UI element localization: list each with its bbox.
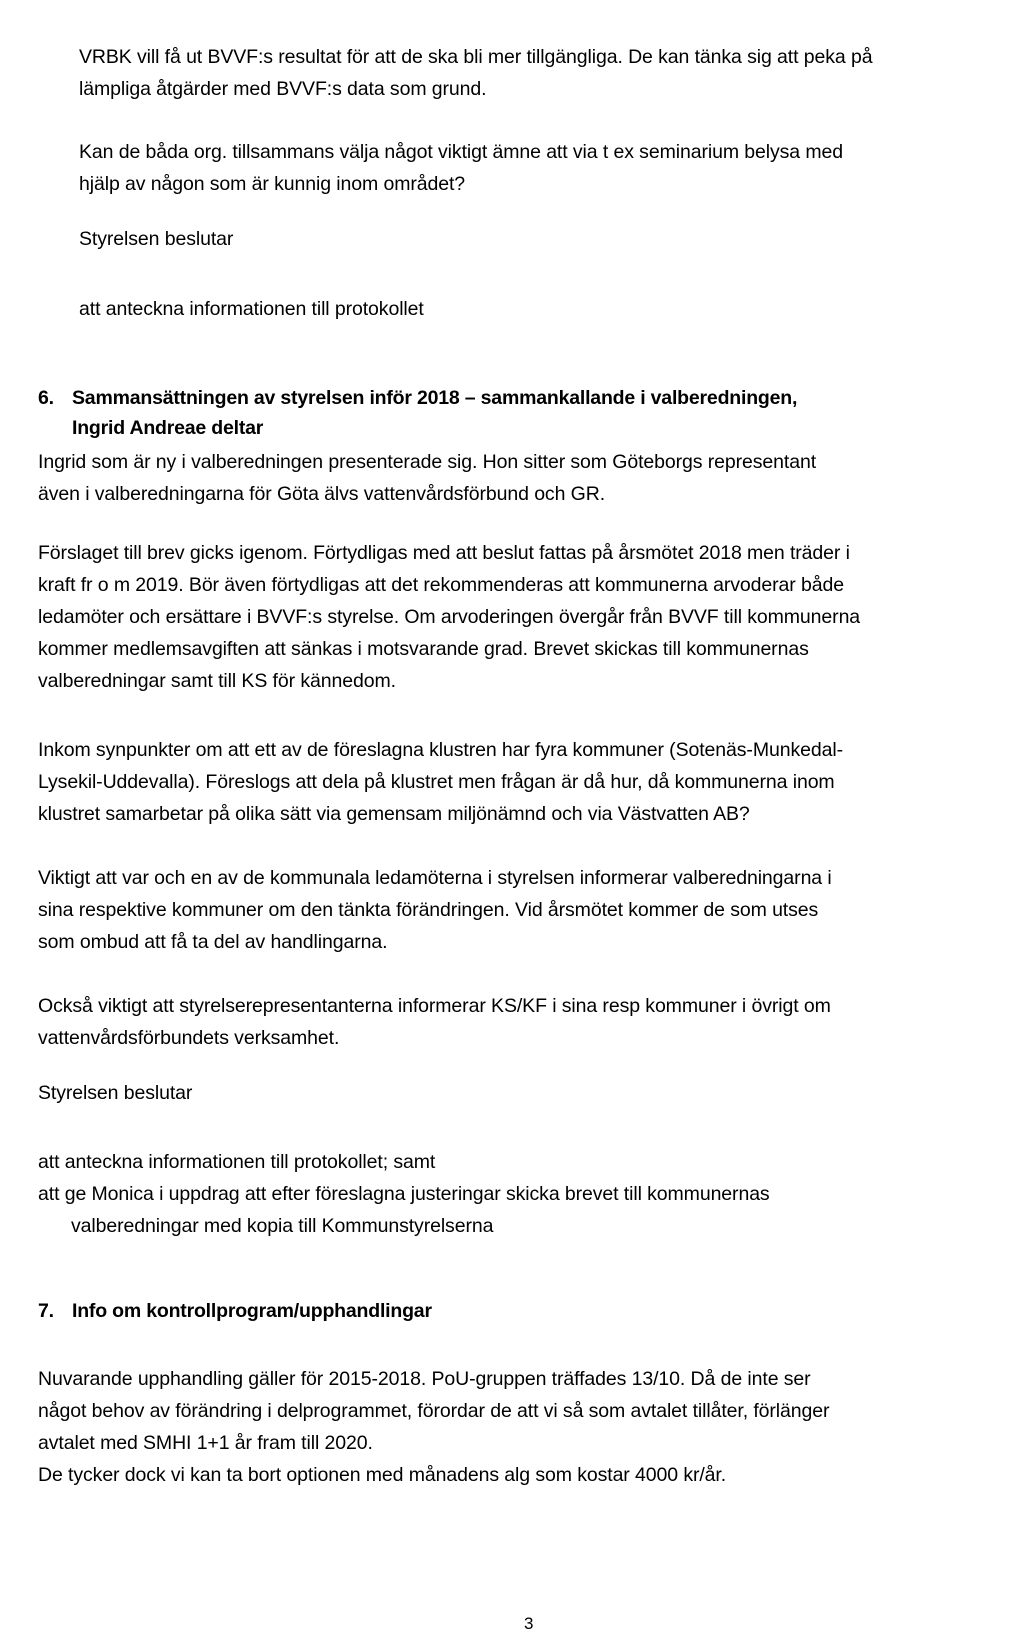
section-7-heading bbox=[38, 1296, 432, 1326]
text-line: Lysekil-Uddevalla). Föreslogs att dela på klustret men frågan är då hur, då kommunerna inom bbox=[38, 771, 835, 793]
section-title: Info om kontrollprogram/upphandlingar bbox=[72, 1300, 432, 1322]
text-line: ledamöter och ersättare i BVVF:s styrelse. Om arvoderingen övergår från BVVF till kommunerna bbox=[38, 606, 861, 628]
text-line: avtalet med SMHI 1+1 år fram till 2020. bbox=[38, 1432, 373, 1454]
resolutions bbox=[38, 1146, 770, 1242]
decision-label: Styrelsen beslutar bbox=[38, 1082, 193, 1104]
text-line: lämpliga åtgärder med BVVF:s data som grund. bbox=[79, 78, 487, 100]
resolution-2-continued: valberedningar med kopia till Kommunstyrelserna bbox=[71, 1215, 494, 1237]
text-line: något behov av förändring i delprogrammet, förordar de att vi så som avtalet tillåter, förlänger bbox=[38, 1400, 830, 1422]
section-6-paragraph-2 bbox=[38, 537, 860, 697]
section-6-paragraph-5 bbox=[38, 990, 831, 1054]
text-line: sina respektive kommuner om den tänkta förändringen. Vid årsmötet kommer de som utses bbox=[38, 899, 819, 921]
intro-paragraph-1 bbox=[79, 41, 872, 105]
text-line: Nuvarande upphandling gäller för 2015-2018. PoU-gruppen träffades 13/10. Då de inte ser bbox=[38, 1368, 811, 1390]
text-line: VRBK vill få ut BVVF:s resultat för att de ska bli mer tillgängliga. De kan tänka sig att peka på bbox=[79, 46, 873, 68]
section-number: 7. bbox=[38, 1300, 54, 1322]
resolution: att anteckna informationen till protokollet bbox=[79, 298, 424, 320]
section-6-paragraph-1 bbox=[38, 446, 816, 510]
text-line: Också viktigt att styrelserepresentanterna informerar KS/KF i sina resp kommuner i övrigt om bbox=[38, 995, 831, 1017]
section-6-heading bbox=[38, 383, 797, 443]
section-title-line2: Ingrid Andreae deltar bbox=[72, 417, 264, 439]
text-line: De tycker dock vi kan ta bort optionen med månadens alg som kostar 4000 kr/år. bbox=[38, 1464, 727, 1486]
text-line: vattenvårdsförbundets verksamhet. bbox=[38, 1027, 340, 1049]
intro-paragraph-2 bbox=[79, 136, 843, 200]
text-line: Kan de båda org. tillsammans välja något viktigt ämne att via t ex seminarium belysa med bbox=[79, 141, 843, 163]
text-line: även i valberedningarna för Göta älvs vattenvårdsförbund och GR. bbox=[38, 483, 606, 505]
text-line: kraft fr o m 2019. Bör även förtydligas att det rekommenderas att kommunerna arvoderar både bbox=[38, 574, 844, 596]
decision-label: Styrelsen beslutar bbox=[79, 228, 234, 250]
section-6-paragraph-3 bbox=[38, 734, 843, 830]
text-line: som ombud att få ta del av handlingarna. bbox=[38, 931, 388, 953]
section-title-line1: Sammansättningen av styrelsen inför 2018 – sammankallande i valberedningen, bbox=[72, 387, 798, 409]
resolution-2: att ge Monica i uppdrag att efter föreslagna justeringar skicka brevet till kommunernas bbox=[38, 1183, 770, 1205]
text-line: hjälp av någon som är kunnig inom området? bbox=[79, 173, 466, 195]
page-number: 3 bbox=[524, 1614, 534, 1633]
text-line: kommer medlemsavgiften att sänkas i motsvarande grad. Brevet skickas till kommunernas bbox=[38, 638, 809, 660]
section-6-paragraph-4 bbox=[38, 862, 832, 958]
resolution-1: att anteckna informationen till protokollet; samt bbox=[38, 1151, 436, 1173]
section-number: 6. bbox=[38, 387, 54, 409]
text-line: valberedningar samt till KS för kännedom. bbox=[38, 670, 396, 692]
text-line: Ingrid som är ny i valberedningen presenterade sig. Hon sitter som Göteborgs representant bbox=[38, 451, 817, 473]
text-line: Förslaget till brev gicks igenom. Förtydligas med att beslut fattas på årsmötet 2018 men träder i bbox=[38, 542, 850, 564]
text-line: Inkom synpunkter om att ett av de föreslagna klustren har fyra kommuner (Sotenäs-Munkedal- bbox=[38, 739, 843, 761]
section-7-paragraph-1 bbox=[38, 1363, 829, 1491]
text-line: klustret samarbetar på olika sätt via gemensam miljönämnd och via Västvatten AB? bbox=[38, 803, 750, 825]
text-line: Viktigt att var och en av de kommunala ledamöterna i styrelsen informerar valberedningarna i bbox=[38, 867, 832, 889]
